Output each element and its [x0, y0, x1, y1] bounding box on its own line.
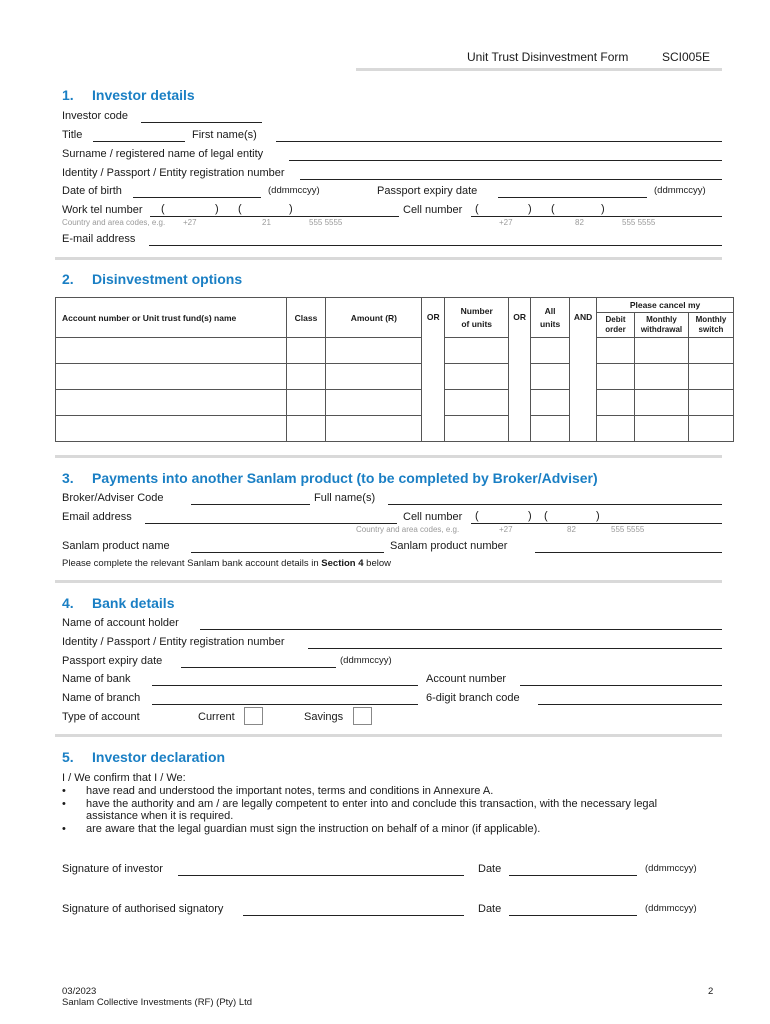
units-cell[interactable] [445, 390, 509, 416]
dob-field[interactable] [133, 197, 261, 198]
cell-label: Cell number [403, 204, 463, 216]
broker-hint-area: 82 [567, 525, 576, 534]
authorised-signature-field[interactable] [243, 915, 464, 916]
footer-company: Sanlam Collective Investments (RF) (Pty) Ltd [62, 997, 253, 1008]
table-row [56, 390, 734, 416]
broker-cell-field[interactable] [471, 523, 722, 524]
broker-email-label: Email address [62, 511, 132, 523]
page-number: 2 [708, 986, 714, 997]
first-names-field[interactable] [276, 141, 722, 142]
work-tel-field[interactable] [150, 216, 399, 217]
work-hint-number: 555 5555 [309, 218, 343, 227]
work-hint-area: 21 [262, 218, 271, 227]
section-5-heading: 5. Investor declaration [62, 749, 226, 765]
and-separator: AND [570, 298, 597, 442]
cancel-header: Please cancel my [597, 298, 734, 313]
savings-label: Savings [304, 711, 344, 723]
declaration-item: • are aware that the legal guardian must sign the instruction on behalf of a minor (if applicable). [62, 822, 541, 835]
passport-expiry-field[interactable] [498, 197, 647, 198]
monthly-switch-cell[interactable] [688, 390, 733, 416]
form-code: SCI005E [662, 50, 711, 64]
dob-label: Date of birth [62, 185, 122, 197]
cell-hint-area: 82 [575, 218, 584, 227]
product-number-label: Sanlam product number [390, 540, 508, 552]
branch-code-label: 6-digit branch code [426, 692, 520, 704]
col-amount-header: Amount (R) [326, 298, 422, 338]
debit-order-cell[interactable] [597, 338, 635, 364]
broker-full-names-field[interactable] [388, 504, 722, 505]
disinvestment-table [55, 297, 734, 442]
class-cell[interactable] [286, 416, 326, 442]
broker-cell-area-open: ( [544, 510, 548, 522]
section-4-heading: 4. Bank details [62, 595, 175, 611]
table-row [56, 416, 734, 442]
amount-cell[interactable] [326, 416, 422, 442]
form-title: Unit Trust Disinvestment Form [467, 50, 629, 64]
email-field[interactable] [149, 245, 722, 246]
section-3-divider [55, 580, 722, 583]
col-units-header: Number of units [445, 298, 509, 338]
work-hint-codes: Country and area codes, e.g. [62, 218, 166, 227]
savings-checkbox[interactable] [353, 707, 372, 725]
current-checkbox[interactable] [244, 707, 263, 725]
units-cell[interactable] [445, 338, 509, 364]
bank-name-field[interactable] [152, 685, 418, 686]
broker-hint-codes: Country and area codes, e.g. [356, 525, 460, 534]
investor-date-field[interactable] [509, 875, 637, 876]
branch-name-label: Name of branch [62, 692, 141, 704]
section-4-divider [55, 734, 722, 737]
account-holder-label: Name of account holder [62, 617, 179, 629]
units-cell[interactable] [445, 364, 509, 390]
col-all-units-header: All units [531, 298, 570, 338]
class-cell[interactable] [286, 390, 326, 416]
title-label: Title [62, 129, 83, 141]
all-units-cell[interactable] [531, 416, 570, 442]
section-1-divider [55, 257, 722, 260]
col-debit-order-header: Debit order [597, 313, 635, 338]
monthly-switch-cell[interactable] [688, 364, 733, 390]
cell-area-close: ) [601, 203, 605, 215]
broker-full-names-label: Full name(s) [314, 492, 376, 504]
account-holder-field[interactable] [200, 629, 722, 630]
broker-code-field[interactable] [191, 504, 310, 505]
header-divider [356, 68, 722, 71]
authorised-signature-label: Signature of authorised signatory [62, 903, 224, 915]
amount-cell[interactable] [326, 338, 422, 364]
authorised-date-format: (ddmmccyy) [645, 903, 697, 914]
id-number-field[interactable] [300, 179, 722, 180]
broker-cell-country-open: ( [475, 510, 479, 522]
work-area-close: ) [289, 203, 293, 215]
bank-id-number-label: Identity / Passport / Entity registration number [62, 636, 285, 648]
bank-passport-expiry-field[interactable] [181, 667, 336, 668]
account-number-field[interactable] [520, 685, 722, 686]
account-type-label: Type of account [62, 711, 140, 723]
work-country-close: ) [215, 203, 219, 215]
broker-hint-number: 555 5555 [611, 525, 645, 534]
monthly-withdrawal-cell[interactable] [635, 338, 689, 364]
investor-date-format: (ddmmccyy) [645, 863, 697, 874]
product-name-field[interactable] [191, 552, 384, 553]
table-row [56, 364, 734, 390]
product-name-label: Sanlam product name [62, 540, 170, 552]
monthly-switch-cell[interactable] [688, 416, 733, 442]
investor-code-field[interactable] [141, 122, 262, 123]
section-1-heading: 1. Investor details [62, 87, 195, 103]
work-area-open: ( [238, 203, 242, 215]
declaration-intro: I / We confirm that I / We: [62, 772, 186, 784]
cell-area-open: ( [551, 203, 555, 215]
declaration-item: • have read and understood the important notes, terms and conditions in Annexure A. [62, 785, 494, 797]
section-2-divider [55, 455, 722, 458]
section-2-heading: 2. Disinvestment options [62, 271, 243, 287]
monthly-withdrawal-cell[interactable] [635, 390, 689, 416]
account-cell[interactable] [56, 416, 287, 442]
col-account-header: Account number or Unit trust fund(s) name [56, 298, 287, 338]
all-units-cell[interactable] [531, 390, 570, 416]
broker-email-field[interactable] [145, 523, 397, 524]
debit-order-cell[interactable] [597, 416, 635, 442]
monthly-switch-cell[interactable] [688, 338, 733, 364]
investor-signature-field[interactable] [178, 875, 464, 876]
debit-order-cell[interactable] [597, 364, 635, 390]
or-separator-1: OR [422, 298, 445, 442]
debit-order-cell[interactable] [597, 390, 635, 416]
account-number-label: Account number [426, 673, 507, 685]
cell-hint-number: 555 5555 [622, 218, 656, 227]
or-separator-2: OR [509, 298, 531, 442]
col-monthly-switch-header: Monthly switch [688, 313, 733, 338]
broker-cell-country-close: ) [528, 510, 532, 522]
cell-country-close: ) [528, 203, 532, 215]
work-hint-country: +27 [183, 218, 197, 227]
bank-passport-expiry-format: (ddmmccyy) [340, 655, 392, 666]
bank-passport-expiry-label: Passport expiry date [62, 655, 163, 667]
branch-code-field[interactable] [538, 704, 722, 705]
work-tel-label: Work tel number [62, 204, 143, 216]
surname-label: Surname / registered name of legal entity [62, 148, 264, 160]
cell-country-open: ( [475, 203, 479, 215]
investor-code-label: Investor code [62, 110, 129, 122]
work-country-open: ( [161, 203, 165, 215]
cell-hint-country: +27 [499, 218, 513, 227]
title-field[interactable] [93, 141, 185, 142]
investor-date-label: Date [478, 863, 502, 875]
declaration-list [62, 785, 722, 835]
class-cell[interactable] [286, 364, 326, 390]
all-units-cell[interactable] [531, 364, 570, 390]
first-names-label: First name(s) [192, 129, 257, 141]
table-row [56, 338, 734, 364]
investor-signature-label: Signature of investor [62, 863, 163, 875]
passport-expiry-format: (ddmmccyy) [654, 185, 706, 196]
section-3-heading: 3. Payments into another Sanlam product (to be completed by Broker/Adviser) [62, 470, 598, 486]
authorised-date-label: Date [478, 903, 502, 915]
bank-name-label: Name of bank [62, 673, 131, 685]
all-units-cell[interactable] [531, 338, 570, 364]
broker-code-label: Broker/Adviser Code [62, 492, 164, 504]
monthly-withdrawal-cell[interactable] [635, 416, 689, 442]
col-class-header: Class [286, 298, 326, 338]
account-cell[interactable] [56, 338, 287, 364]
amount-cell[interactable] [326, 390, 422, 416]
declaration-item: • have the authority and am / are legally competent to enter into and conclude this transaction, with the necessary legal assistance when it is required. [62, 797, 658, 822]
account-cell[interactable] [56, 390, 287, 416]
authorised-date-field[interactable] [509, 915, 637, 916]
dob-format: (ddmmccyy) [268, 185, 320, 196]
email-label: E-mail address [62, 233, 136, 245]
id-number-label: Identity / Passport / Entity registration number [62, 167, 285, 179]
bank-id-number-field[interactable] [308, 648, 722, 649]
footer-date: 03/2023 [62, 986, 97, 997]
branch-name-field[interactable] [152, 704, 418, 705]
account-cell[interactable] [56, 364, 287, 390]
monthly-withdrawal-cell[interactable] [635, 364, 689, 390]
col-monthly-withdrawal-header: Monthly withdrawal [635, 313, 689, 338]
broker-cell-area-close: ) [596, 510, 600, 522]
broker-hint-country: +27 [499, 525, 513, 534]
passport-expiry-label: Passport expiry date [377, 185, 478, 197]
cell-field[interactable] [471, 216, 722, 217]
units-cell[interactable] [445, 416, 509, 442]
bank-details-note: Please complete the relevant Sanlam bank account details in Section 4 below [62, 558, 392, 569]
broker-cell-label: Cell number [403, 511, 463, 523]
class-cell[interactable] [286, 338, 326, 364]
amount-cell[interactable] [326, 364, 422, 390]
current-label: Current [198, 711, 235, 723]
product-number-field[interactable] [535, 552, 722, 553]
surname-field[interactable] [289, 160, 722, 161]
